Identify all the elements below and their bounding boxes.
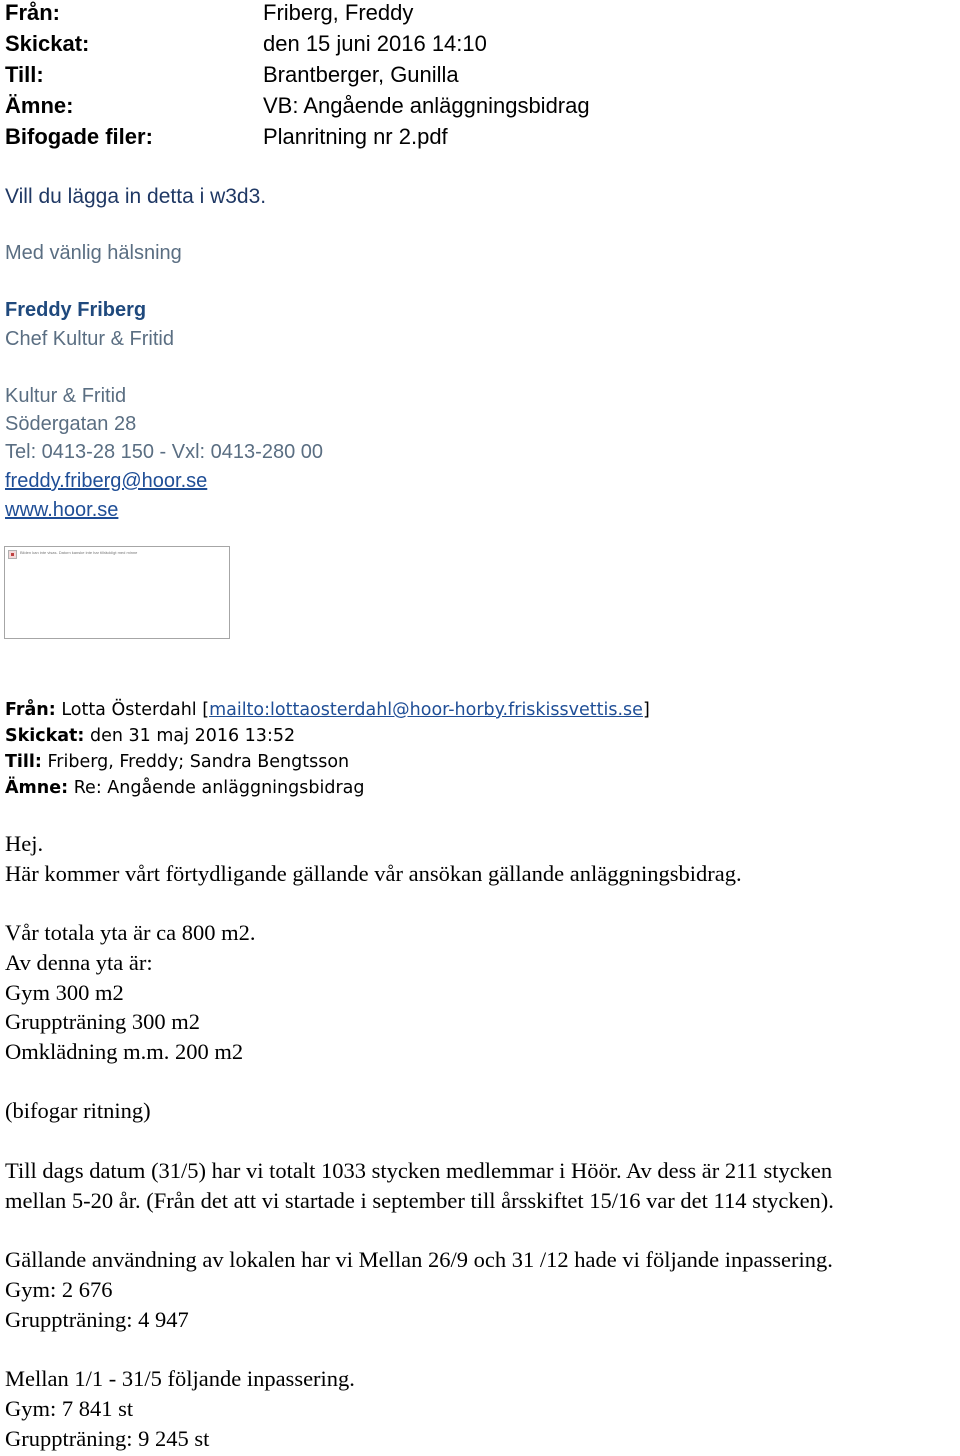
header-subject-value: VB: Angående anläggningsbidrag [263, 93, 590, 118]
signature-phone: Tel: 0413-28 150 - Vxl: 0413-280 00 [5, 441, 323, 463]
body-line: Här kommer vårt förtydligande gällande vår ansökan gällande anläggningsbidrag. [5, 861, 742, 886]
forwarded-to-value: Friberg, Freddy; Sandra Bengtsson [47, 752, 350, 772]
body-line: mellan 5-20 år. (Från det att vi startade i september till årsskiftet 15/16 var det 114 stycken). [5, 1188, 834, 1213]
forwarded-subject-label: Ämne: [5, 778, 69, 798]
forwarded-to-row [5, 752, 349, 772]
header-attachments-label: Bifogade filer: [5, 124, 153, 149]
forwarded-sent-row [5, 726, 295, 746]
body-line: Gruppträning 300 m2 [5, 1009, 200, 1034]
signature-website-link[interactable]: www.hoor.se [5, 499, 119, 521]
body-line: Till dags datum (31/5) har vi totalt 1033 stycken medlemmar i Höör. Av dess är 211 stycken [5, 1158, 833, 1183]
body-line: Omklädning m.m. 200 m2 [5, 1039, 244, 1064]
header-from-label: Från: [5, 0, 60, 25]
signature-address: Södergatan 28 [5, 413, 137, 435]
body-line: Av denna yta är: [5, 950, 153, 975]
image-alt-text: Bilden kan inte visas. Datorn kanske inte har tillräckligt med minne [20, 550, 138, 555]
header-to-value: Brantberger, Gunilla [263, 62, 459, 87]
intro-text: Vill du lägga in detta i w3d3. [5, 185, 267, 208]
body-line: Vår totala yta är ca 800 m2. [5, 920, 256, 945]
header-sent-value: den 15 juni 2016 14:10 [263, 31, 487, 56]
body-line: Gym: 7 841 st [5, 1396, 134, 1421]
body-line: Mellan 1/1 - 31/5 följande inpassering. [5, 1366, 355, 1391]
forwarded-sent-label: Skickat: [5, 726, 85, 746]
signature-email-link[interactable]: freddy.friberg@hoor.se [5, 470, 208, 492]
forwarded-subject-row [5, 778, 364, 798]
signature-title: Chef Kultur & Fritid [5, 328, 174, 350]
forwarded-from-name: Lotta Österdahl [ [61, 700, 210, 720]
body-line: (bifogar ritning) [5, 1098, 151, 1123]
body-line: Gym: 2 676 [5, 1277, 113, 1302]
broken-image-icon [8, 550, 17, 559]
body-line: Gruppträning: 9 245 st [5, 1426, 210, 1451]
body-line: Gym 300 m2 [5, 980, 124, 1005]
signature-image-placeholder [4, 546, 230, 639]
signature-department: Kultur & Fritid [5, 385, 127, 407]
forwarded-from-close: ] [642, 700, 650, 720]
forwarded-subject-value: Re: Angående anläggningsbidrag [73, 778, 365, 798]
body-line: Hej. [5, 831, 44, 856]
header-attachments-value[interactable]: Planritning nr 2.pdf [263, 124, 448, 149]
header-sent-label: Skickat: [5, 31, 90, 56]
forwarded-from-label: Från: [5, 700, 56, 720]
forwarded-sent-value: den 31 maj 2016 13:52 [90, 726, 296, 746]
forwarded-from-row [5, 700, 650, 720]
signature-greeting: Med vänlig hälsning [5, 242, 182, 264]
forwarded-to-label: Till: [5, 752, 42, 772]
signature-name: Freddy Friberg [5, 299, 147, 321]
header-from-value: Friberg, Freddy [263, 0, 414, 25]
header-to-label: Till: [5, 62, 44, 87]
body-line: Gällande användning av lokalen har vi Mellan 26/9 och 31 /12 hade vi följande inpassering. [5, 1247, 833, 1272]
body-line: Gruppträning: 4 947 [5, 1307, 189, 1332]
header-subject-label: Ämne: [5, 93, 74, 118]
forwarded-from-mail-link[interactable]: mailto:lottaosterdahl@hoor-horby.friskissvettis.se [209, 700, 643, 720]
